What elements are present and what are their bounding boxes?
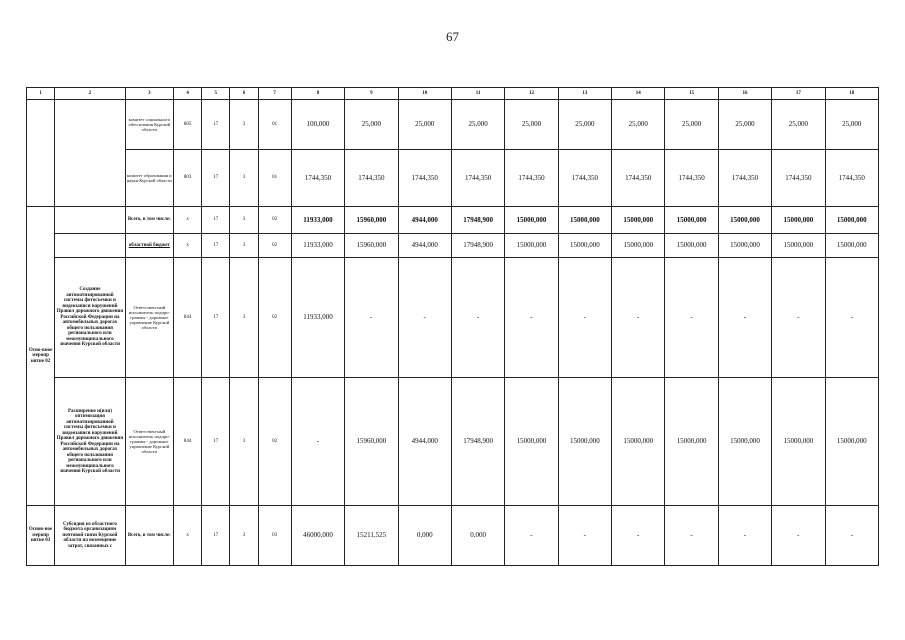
value-cell: 25,000 <box>398 100 451 150</box>
value-cell: - <box>825 258 878 378</box>
cell: 17 <box>202 234 230 258</box>
value-cell: 25,000 <box>505 100 558 150</box>
value-cell: 15960,000 <box>345 234 398 258</box>
value-cell: 25,000 <box>718 100 771 150</box>
name-cell: Расширение и(или) оптимизация автоматизированной системы фотосъемки и видеозаписи нарушений Правил дорожного движения Российской Федерации на автомобильных дорогах общего пользования регионального или межмуниципального значения Курской области <box>55 378 125 506</box>
value-cell: 1744,350 <box>612 150 665 207</box>
cell: 02 <box>258 378 291 506</box>
value-cell: 15960,000 <box>345 207 398 234</box>
value-cell: - <box>718 506 771 566</box>
value-cell: - <box>398 258 451 378</box>
page-number: 67 <box>446 29 459 44</box>
value-cell: - <box>612 258 665 378</box>
header-cell: 6 <box>230 88 258 100</box>
value-cell: 25,000 <box>451 100 504 150</box>
value-cell: 15000,000 <box>505 234 558 258</box>
value-cell: 15000,000 <box>665 234 718 258</box>
header-cell: 5 <box>202 88 230 100</box>
cell: 3 <box>230 506 258 566</box>
value-cell: 15000,000 <box>825 207 878 234</box>
value-cell: 15000,000 <box>718 207 771 234</box>
value-cell: 15000,000 <box>612 378 665 506</box>
value-cell: - <box>291 378 344 506</box>
value-cell: - <box>558 506 611 566</box>
value-cell: 1744,350 <box>825 150 878 207</box>
value-cell: 15000,000 <box>772 207 825 234</box>
table-row <box>27 378 879 506</box>
cell: 02 <box>258 258 291 378</box>
header-cell: 14 <box>612 88 665 100</box>
value-cell: 25,000 <box>665 100 718 150</box>
value-cell: 11933,000 <box>291 258 344 378</box>
cell: 17 <box>202 150 230 207</box>
value-cell: - <box>505 258 558 378</box>
cell: 02 <box>258 234 291 258</box>
header-cell: 11 <box>451 88 504 100</box>
value-cell: 15000,000 <box>505 378 558 506</box>
header-cell: 9 <box>345 88 398 100</box>
header-cell: 3 <box>125 88 173 100</box>
cell: 01 <box>258 150 291 207</box>
value-cell: 15000,000 <box>612 234 665 258</box>
value-cell: 4944,000 <box>398 207 451 234</box>
value-cell: 25,000 <box>772 100 825 150</box>
cell: 03 <box>258 506 291 566</box>
cell: 805 <box>174 100 202 150</box>
cell: 3 <box>230 100 258 150</box>
header-cell: 10 <box>398 88 451 100</box>
value-cell: 15000,000 <box>505 207 558 234</box>
value-cell: 25,000 <box>558 100 611 150</box>
value-cell: 25,000 <box>825 100 878 150</box>
value-cell: 1744,350 <box>665 150 718 207</box>
value-cell: 15000,000 <box>772 378 825 506</box>
value-cell: 17948,900 <box>451 234 504 258</box>
value-cell: 15000,000 <box>825 234 878 258</box>
cell: 844 <box>174 378 202 506</box>
code-cell: Основ-ное меропр иятие 03 <box>27 506 55 566</box>
value-cell: 100,000 <box>291 100 344 150</box>
value-cell: 1744,350 <box>505 150 558 207</box>
value-cell: 11933,000 <box>291 234 344 258</box>
header-cell: 12 <box>505 88 558 100</box>
value-cell: 15000,000 <box>665 378 718 506</box>
value-cell: 1744,350 <box>558 150 611 207</box>
value-cell: 15211,525 <box>345 506 398 566</box>
executor-cell: комитет социального обеспечения Курской области <box>125 100 173 150</box>
table-row <box>27 234 879 258</box>
header-cell: 4 <box>174 88 202 100</box>
value-cell: 25,000 <box>612 100 665 150</box>
value-cell: 15000,000 <box>665 207 718 234</box>
value-cell: 15000,000 <box>825 378 878 506</box>
value-cell: - <box>612 506 665 566</box>
value-cell: 1744,350 <box>451 150 504 207</box>
value-cell: - <box>825 506 878 566</box>
header-cell: 15 <box>665 88 718 100</box>
cell: 17 <box>202 100 230 150</box>
value-cell: - <box>451 258 504 378</box>
value-cell: 15000,000 <box>558 207 611 234</box>
cell: 844 <box>174 258 202 378</box>
value-cell: 4944,000 <box>398 378 451 506</box>
value-cell: 0,000 <box>398 506 451 566</box>
value-cell: 25,000 <box>345 100 398 150</box>
value-cell: - <box>665 506 718 566</box>
value-cell: - <box>772 258 825 378</box>
name-cell <box>55 100 125 207</box>
value-cell: 17948,900 <box>451 378 504 506</box>
cell: 3 <box>230 234 258 258</box>
cell: 17 <box>202 258 230 378</box>
header-cell: 17 <box>772 88 825 100</box>
executor-cell: Ответствен-ный исполнитель подпро-граммы - дорожное управление Курской области <box>125 258 173 378</box>
header-cell: 1 <box>27 88 55 100</box>
value-cell: - <box>772 506 825 566</box>
cell: 01 <box>258 100 291 150</box>
value-cell: 15000,000 <box>558 234 611 258</box>
value-cell: 11933,000 <box>291 207 344 234</box>
name-cell: Создание автоматизированной системы фотосъемки и видеозаписи нарушений Правил дорожного движения Российской Федерации на автомобильных дорогах общего пользования регионального или межмуниципального значения Курской области <box>55 258 125 378</box>
value-cell: 1744,350 <box>718 150 771 207</box>
code-cell: Осно-вное меропр иятие 02 <box>27 207 55 506</box>
table-row <box>27 258 879 378</box>
code-cell <box>27 100 55 207</box>
header-cell: 13 <box>558 88 611 100</box>
value-cell: 1744,350 <box>291 150 344 207</box>
value-cell: 1744,350 <box>345 150 398 207</box>
value-cell: - <box>345 258 398 378</box>
value-cell: 4944,000 <box>398 234 451 258</box>
cell: 17 <box>202 378 230 506</box>
table-row <box>27 150 879 207</box>
value-cell: - <box>558 258 611 378</box>
cell: х <box>174 207 202 234</box>
header-cell: 18 <box>825 88 878 100</box>
value-cell: 15000,000 <box>612 207 665 234</box>
header-cell: 2 <box>55 88 125 100</box>
executor-cell: Всего, в том числе: <box>125 506 173 566</box>
cell: 803 <box>174 150 202 207</box>
cell: 17 <box>202 207 230 234</box>
value-cell: 1744,350 <box>772 150 825 207</box>
value-cell: 15000,000 <box>558 378 611 506</box>
value-cell: 0,000 <box>451 506 504 566</box>
cell: 02 <box>258 207 291 234</box>
value-cell: 17948,900 <box>451 207 504 234</box>
value-cell: - <box>505 506 558 566</box>
value-cell: 46000,000 <box>291 506 344 566</box>
table-row <box>27 100 879 150</box>
cell: 3 <box>230 207 258 234</box>
name-cell: Субсидия из областного бюджета организациям почтовой связи Курской области на возмещение затрат, связанных с <box>55 506 125 566</box>
cell: 3 <box>230 258 258 378</box>
table-row <box>27 506 879 566</box>
header-cell: 16 <box>718 88 771 100</box>
header-cell: 7 <box>258 88 291 100</box>
cell: 3 <box>230 378 258 506</box>
cell: 3 <box>230 150 258 207</box>
value-cell: 15960,000 <box>345 378 398 506</box>
value-cell: 15000,000 <box>718 378 771 506</box>
cell: х <box>174 234 202 258</box>
cell: х <box>174 506 202 566</box>
name-cell <box>55 234 125 258</box>
table-row <box>27 207 879 234</box>
executor-cell: Всего, в том числе: <box>125 207 173 234</box>
value-cell: 15000,000 <box>718 234 771 258</box>
executor-cell: Ответствен-ный исполнитель подпро-граммы - дорожное управление Курской области <box>125 378 173 506</box>
value-cell: - <box>718 258 771 378</box>
executor-cell: комитет образования и науки Курской области <box>125 150 173 207</box>
budget-table <box>26 87 879 566</box>
value-cell: 15000,000 <box>772 234 825 258</box>
header-row <box>27 88 879 100</box>
name-cell <box>55 207 125 234</box>
header-cell: 8 <box>291 88 344 100</box>
cell: 17 <box>202 506 230 566</box>
value-cell: 1744,350 <box>398 150 451 207</box>
executor-cell: областной бюджет <box>125 234 173 258</box>
value-cell: - <box>665 258 718 378</box>
